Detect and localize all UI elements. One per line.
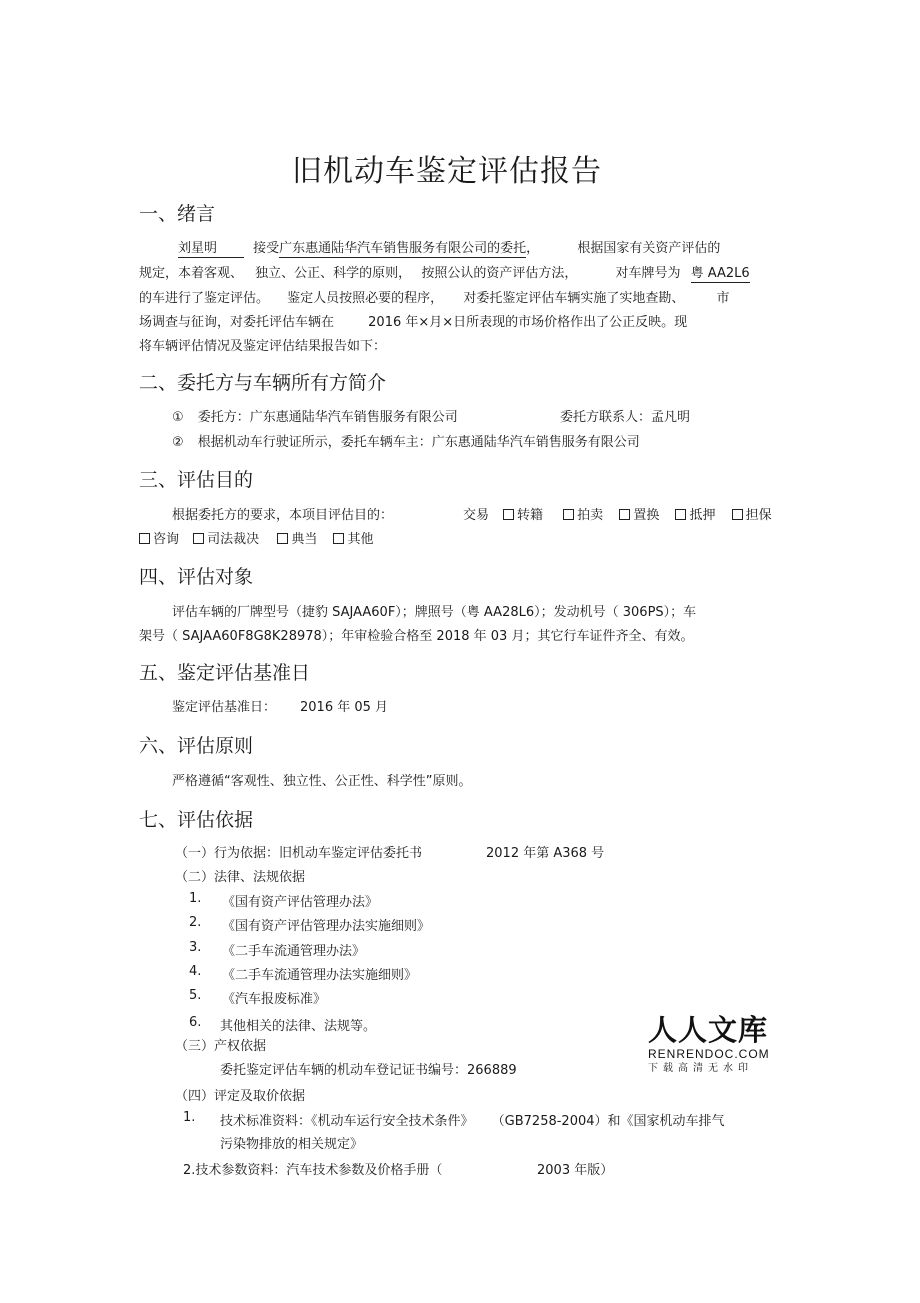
pricing-item-2-edition: 2003 年版）	[537, 1163, 614, 1178]
party-item-1: ① 委托方：广东惠通陆华汽车销售服务有限公司	[172, 410, 458, 425]
client-contact: 委托方联系人：孟凡明	[560, 410, 691, 425]
section-heading-purpose: 三、评估目的	[139, 469, 254, 491]
object-line-2: 架号（ SAJAA60F8G8K28978）；年审检验合格至 2018 年 03 月；其它行车证件齐全、有效。	[139, 629, 694, 644]
base-date-value: 2016 年 05 月	[300, 700, 389, 715]
preface-line-4: 场调查与征询，对委托评估车辆在 2016 年×月×日所表现的市场价格作出了公正反映。现	[139, 315, 688, 330]
base-date-label: 鉴定评估基准日：	[172, 700, 277, 715]
purpose-option-checkbox: 咨询	[139, 532, 179, 547]
pricing-item-1-number: 1.	[183, 1110, 196, 1125]
section-heading-principles: 六、评估原则	[139, 735, 254, 757]
section-heading-basis: 七、评估依据	[139, 809, 254, 831]
purpose-option-checkbox: 其他	[333, 532, 373, 547]
law-item-text: 《国有资产评估管理办法实施细则》	[222, 919, 431, 934]
object-line-1: 评估车辆的厂牌型号（捷豹 SAJAA60F）；牌照号（粤 AA28L6）；发动机号（ 306PS）；车	[172, 605, 697, 620]
section-heading-base-date: 五、鉴定评估基准日	[139, 662, 311, 684]
law-item-text: 《汽车报废标准》	[222, 992, 327, 1007]
pricing-item-2: 2.技术参数资料：汽车技术参数及价格手册（	[183, 1163, 443, 1178]
page-title: 旧机动车鉴定评估报告	[292, 154, 602, 189]
appraiser-name: 刘星明	[178, 237, 244, 258]
pricing-item-1-cont: 污染物排放的相关规定》	[220, 1137, 364, 1152]
law-item-text: 其他相关的法律、法规等。	[220, 1019, 377, 1034]
principles-text: 严格遵循“客观性、独立性、公正性、科学性”原则。	[172, 774, 472, 789]
preface-line-3: 的车进行了鉴定评估。 鉴定人员按照必要的程序， 对委托鉴定评估车辆实施了实地查勘、 市	[139, 291, 730, 306]
law-item: 1.	[189, 891, 202, 906]
law-item-text: 《国有资产评估管理办法》	[222, 895, 379, 910]
party-item-2: ② 根据机动车行驶证所示，委托车辆车主：广东惠通陆华汽车销售服务有限公司	[172, 435, 640, 450]
client-company: 广东惠通陆华汽车销售服务有限公司的委托	[279, 241, 527, 256]
basis-pricing-label: （四）评定及取价依据	[175, 1089, 306, 1104]
purpose-options-row-1	[503, 504, 772, 523]
law-item: 2.	[189, 915, 202, 930]
preface-line-2: 规定，本着客观、 独立、公正、科学的原则， 按照公认的资产评估方法， 对车牌号为 粤 AA2L6	[139, 266, 750, 281]
basis-act-label: （一）行为依据：旧机动车鉴定评估委托书	[175, 846, 423, 861]
basis-law-label: （二）法律、法规依据	[175, 870, 306, 885]
preface-line-1: 刘星明 接受广东惠通陆华汽车销售服务有限公司的委托， 根据国家有关资产评估的	[178, 237, 720, 258]
law-item: 4.	[189, 964, 202, 979]
purpose-option-checkbox: 拍卖	[563, 508, 603, 523]
purpose-option-checkbox: 典当	[277, 532, 317, 547]
law-item-text: 《二手车流通管理办法》	[222, 944, 366, 959]
watermark-subtitle: 下载高清无水印	[648, 1063, 753, 1074]
section-heading-parties: 二、委托方与车辆所有方简介	[139, 372, 387, 394]
purpose-intro: 根据委托方的要求，本项目评估目的：	[172, 508, 394, 523]
renrendoc-watermark-logo	[648, 1014, 778, 1076]
watermark-url: RENRENDOC.COM	[648, 1047, 770, 1061]
purpose-option-checkbox: 司法裁决	[193, 532, 259, 547]
purpose-option-checkbox: 转籍	[503, 508, 543, 523]
section-heading-object: 四、评估对象	[139, 566, 254, 588]
purpose-option-checkbox: 置换	[619, 508, 659, 523]
purpose-option-trade: 交易	[463, 508, 490, 523]
law-item: 3.	[189, 940, 202, 955]
pricing-item-1: 技术标准资料：《机动车运行安全技术条件》 （GB7258-2004）和《国家机动车排气	[220, 1114, 725, 1129]
basis-act-number: 2012 年第 A368 号	[486, 846, 605, 861]
basis-property-text: 委托鉴定评估车辆的机动车登记证书编号：266889	[220, 1063, 517, 1078]
law-item-text: 《二手车流通管理办法实施细则》	[222, 968, 418, 983]
preface-line-5: 将车辆评估情况及鉴定评估结果报告如下：	[139, 339, 387, 354]
purpose-options-row-2	[139, 528, 373, 547]
basis-property-label: （三）产权依据	[175, 1039, 267, 1054]
law-item: 5.	[189, 988, 202, 1003]
purpose-option-checkbox: 担保	[732, 508, 772, 523]
watermark-title: 人人文库	[648, 1013, 769, 1047]
law-item: 6.	[189, 1015, 202, 1030]
plate-number: 粤 AA2L6	[690, 266, 750, 281]
section-heading-preface: 一、绪言	[139, 203, 216, 225]
purpose-option-checkbox: 抵押	[675, 508, 715, 523]
